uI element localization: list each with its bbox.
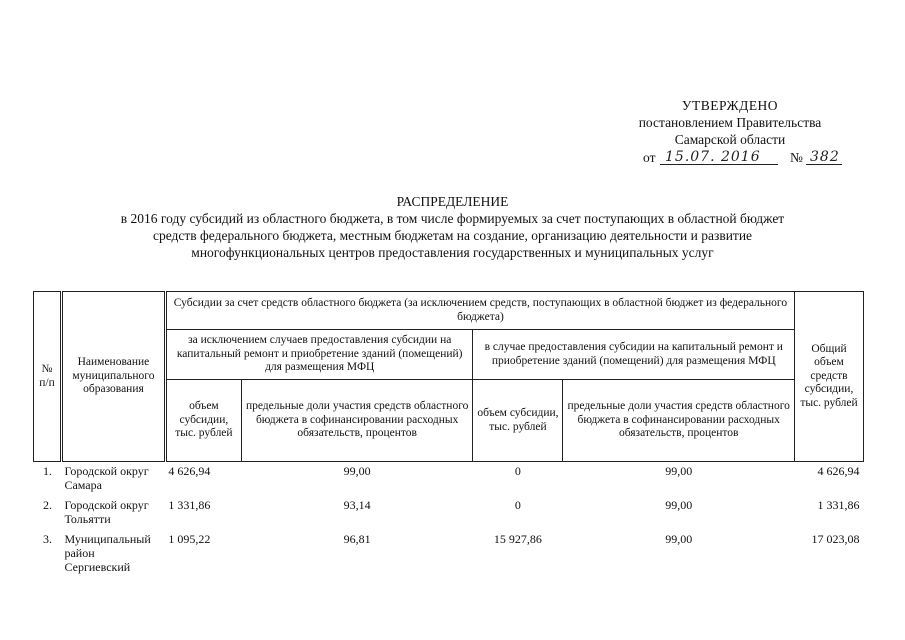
row-volume-a: 1 331,86 [168, 498, 211, 512]
row-num: 3. [42, 532, 52, 546]
heading-line-2: средств федерального бюджета, местным бюджетам на создание, организацию деятельности и развитие [152, 228, 753, 243]
row-name: Городской округ Тольятти [64, 498, 149, 526]
table-row [34, 496, 864, 530]
row-share-b: 99,00 [665, 464, 693, 478]
number-prefix: № [790, 150, 803, 165]
header-volume-b: объем субсидии, тыс. рублей [473, 380, 563, 462]
document-heading [30, 193, 875, 261]
header-subsidies-group: Субсидии за счет средств областного бюджета (за исключением средств, поступающих в областной бюджет из федерального бюджета) [165, 292, 794, 330]
header-share-b: предельные доли участия средств областного бюджета в софинансировании расходных обязательств, процентов [563, 380, 795, 462]
approval-line-2: Самарской области [674, 132, 786, 147]
approval-line-1: постановлением Правительства [638, 115, 822, 130]
date-prefix: от [643, 150, 656, 165]
table-row [34, 462, 864, 497]
row-volume-b: 15 927,86 [493, 532, 542, 546]
header-share-a: предельные доли участия средств областного бюджета в софинансировании расходных обязательств, процентов [241, 380, 473, 462]
row-volume-a: 1 095,22 [168, 532, 211, 546]
row-total: 1 331,86 [817, 498, 860, 512]
date-underline [660, 164, 778, 165]
number-underline [806, 164, 842, 165]
row-share-a: 93,14 [343, 498, 371, 512]
row-share-b: 99,00 [665, 498, 693, 512]
row-volume-a: 4 626,94 [168, 464, 211, 478]
approval-block [600, 97, 860, 168]
heading-line-1: в 2016 году субсидий из областного бюджета, в том числе формируемых за счет поступающих в областной бюджет [120, 211, 785, 226]
approval-title: УТВЕРЖДЕНО [681, 98, 779, 113]
approval-date-line [600, 148, 860, 168]
row-num: 1. [42, 464, 52, 478]
row-volume-b: 0 [514, 498, 521, 512]
row-volume-b: 0 [514, 464, 521, 478]
row-share-b: 99,00 [665, 532, 693, 546]
header-group-b: в случае предоставления субсидии на капитальный ремонт и приобретение зданий (помещений) для размещения МФЦ [473, 330, 795, 380]
document-title: РАСПРЕДЕЛЕНИЕ [396, 194, 509, 209]
row-name: Городской округ Самара [64, 464, 149, 492]
approval-date: 15.07. 2016 [665, 149, 761, 165]
row-total: 4 626,94 [817, 464, 860, 478]
table-row [34, 530, 864, 578]
row-share-a: 99,00 [343, 464, 371, 478]
header-total: Общий объем средств субсидии, тыс. рублей [795, 292, 864, 462]
header-name: Наименование муниципального образования [61, 292, 165, 462]
row-num: 2. [42, 498, 52, 512]
header-volume-a: объем субсидии, тыс. рублей [165, 380, 241, 462]
heading-line-3: многофункциональных центров предоставления государственных и муниципальных услуг [191, 245, 714, 260]
header-num: № п/п [34, 292, 62, 462]
row-share-a: 96,81 [343, 532, 371, 546]
approval-number: 382 [810, 149, 840, 165]
header-group-a: за исключением случаев предоставления субсидии на капитальный ремонт и приобретение зданий (помещений) для размещения МФЦ [165, 330, 473, 380]
row-name: Муниципальный район Сергиевский [64, 532, 151, 574]
row-total: 17 023,08 [811, 532, 860, 546]
distribution-table [33, 291, 864, 578]
